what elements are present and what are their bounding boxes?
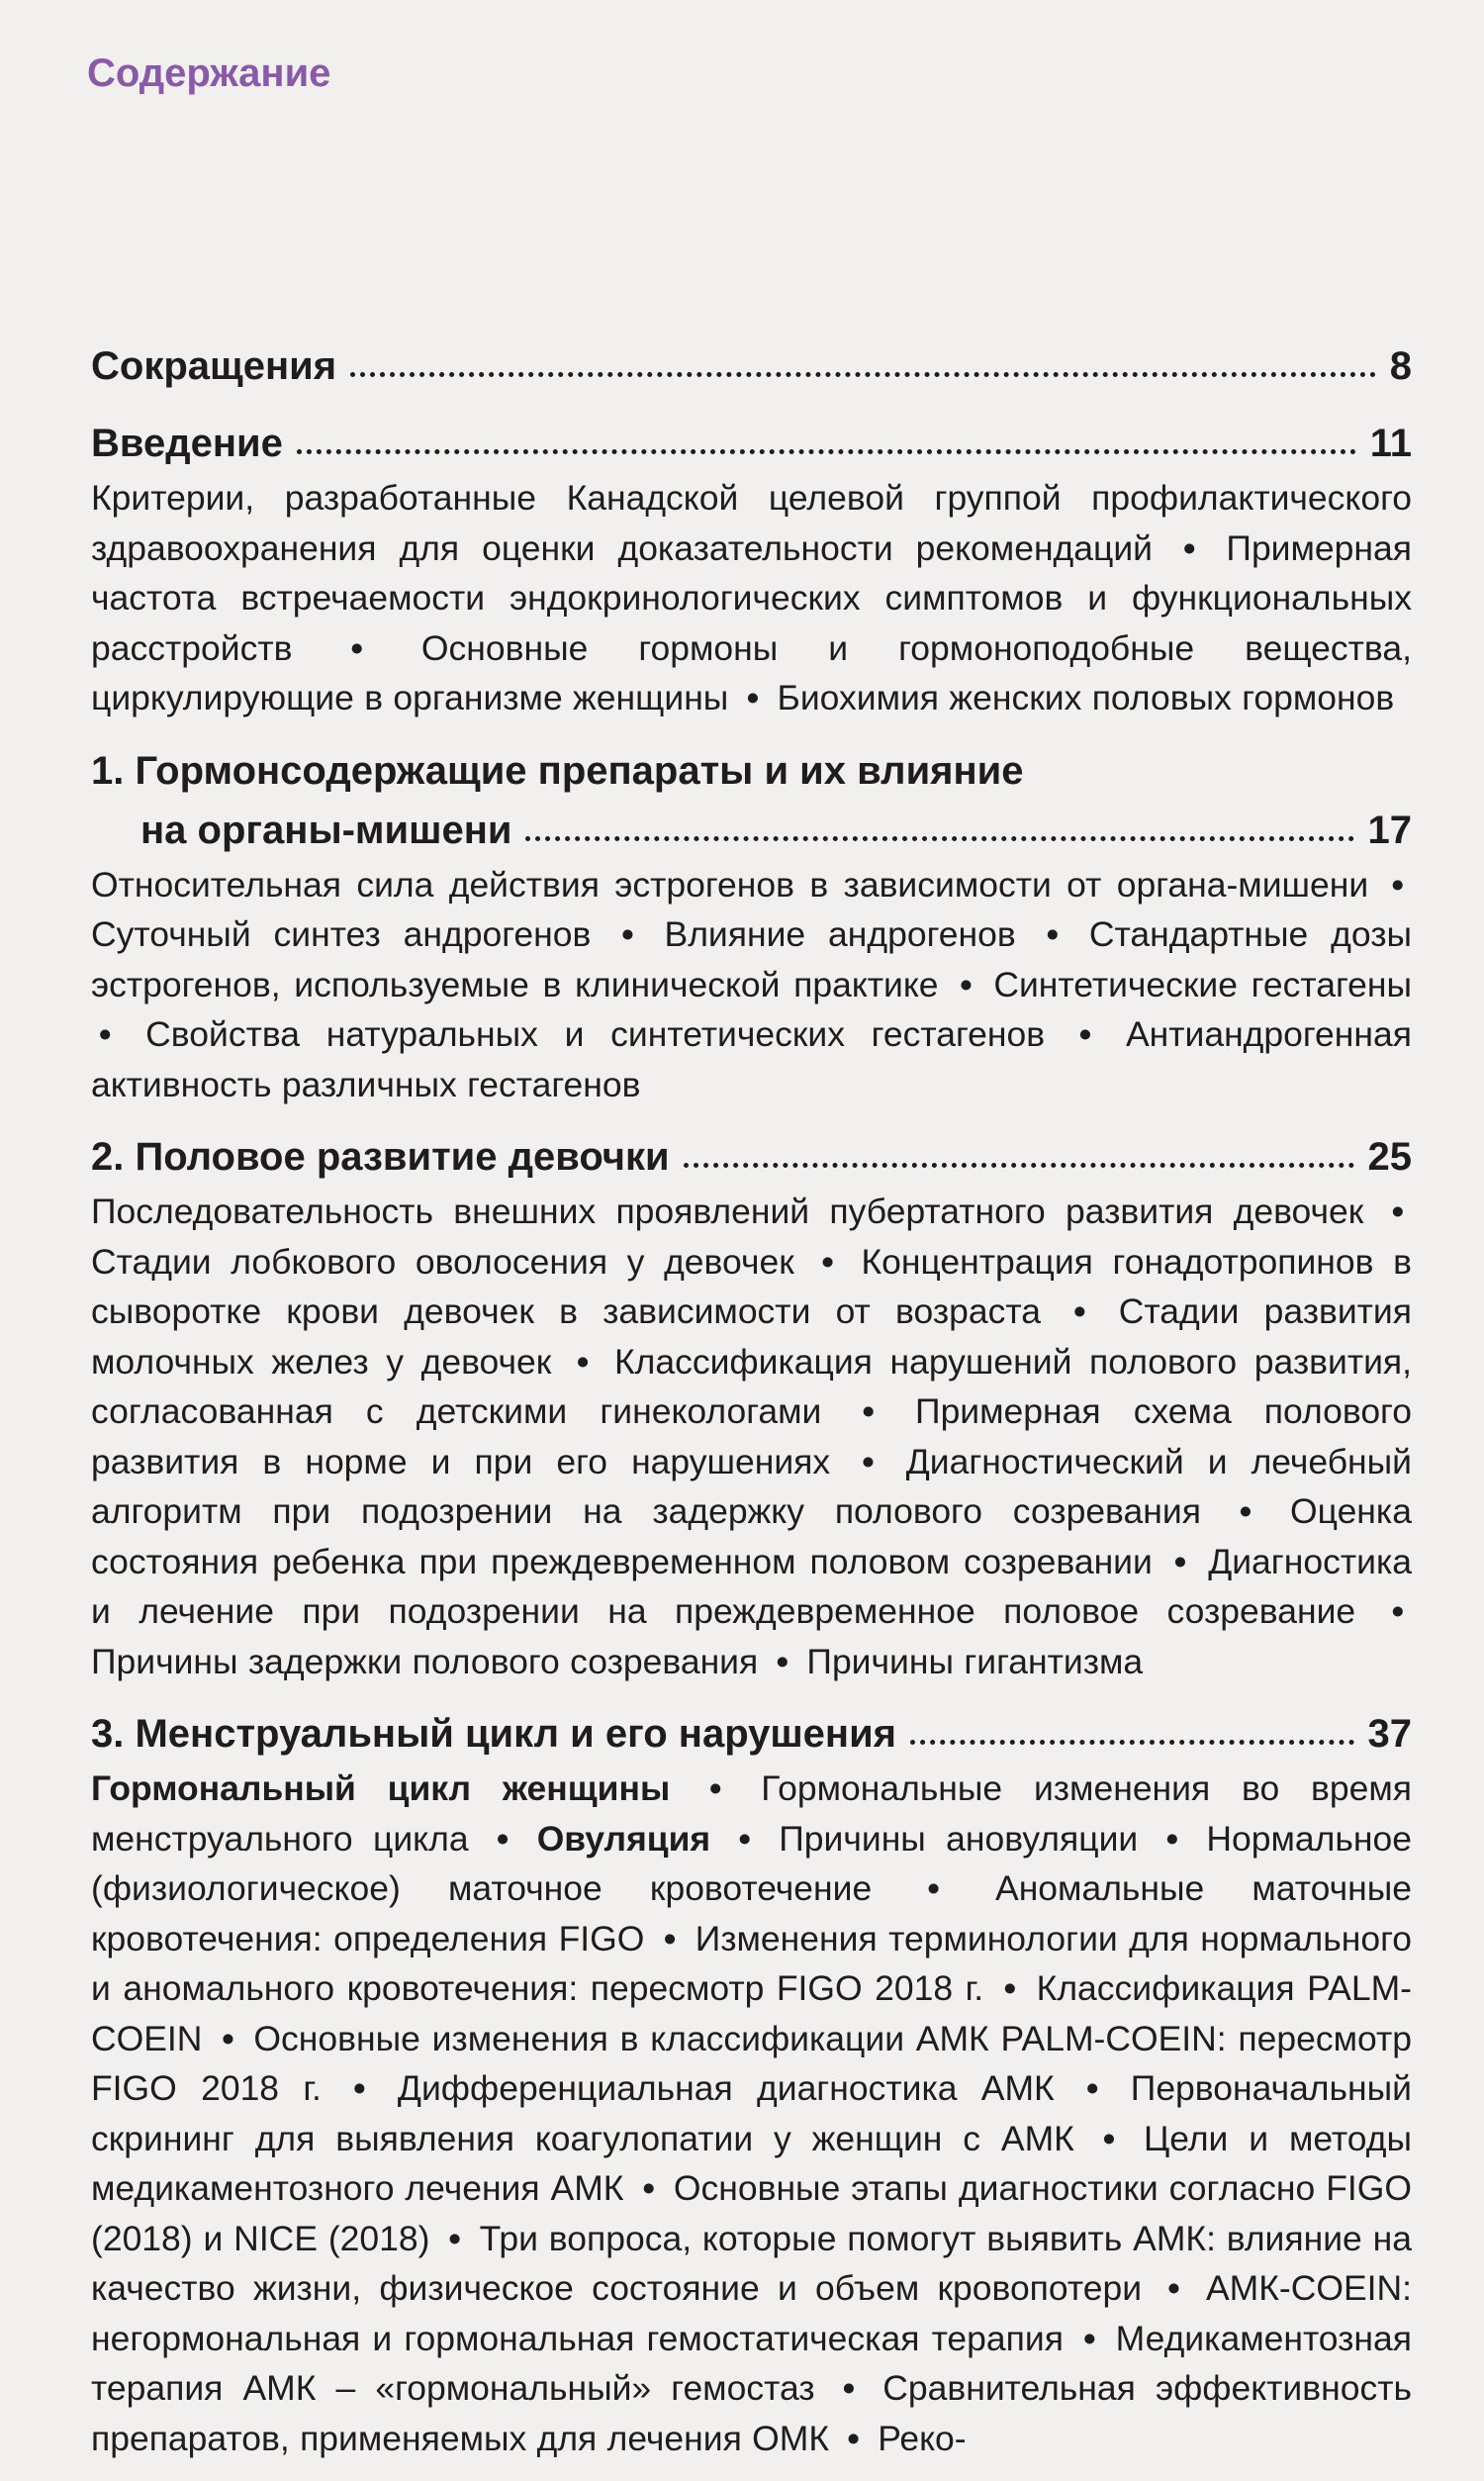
bullet-separator: • <box>1391 1192 1404 1231</box>
bullet-separator: • <box>847 2418 860 2458</box>
bullet-separator: • <box>842 2368 856 2408</box>
contents-item: Антиандрогенная активность различных гестагенов <box>91 1014 1412 1104</box>
toc-entry-heading[interactable] <box>91 1127 1412 1187</box>
bullet-separator: • <box>353 2068 366 2108</box>
chapter-title: Сокращения <box>91 344 337 388</box>
bullet-separator: • <box>1003 1968 1017 2008</box>
page-number: 37 <box>1367 1712 1412 1756</box>
contents-item: Синтетические гестагены <box>993 964 1412 1004</box>
contents-item: Оценка состояния ребенка при преждевременном половом созревании <box>91 1491 1412 1581</box>
contents-item: Суточный синтез андрогенов <box>91 914 592 954</box>
contents-item: Причины задержки полового созревания <box>91 1641 759 1681</box>
page-title: Содержание <box>87 51 331 95</box>
bullet-separator: • <box>1046 914 1060 954</box>
bullet-separator: • <box>746 678 760 717</box>
toc-entry <box>91 1704 1412 2463</box>
dot-leader <box>525 836 1353 841</box>
contents-item: Гормональные изменения во время менструального цикла <box>91 1768 1412 1859</box>
contents-item: АМК-COEIN: негормональная и гормональная гемостатическая терапия <box>91 2268 1413 2358</box>
page-number: 17 <box>1367 808 1412 852</box>
dot-leader <box>350 372 1376 377</box>
bullet-separator: • <box>1173 1541 1187 1581</box>
contents-item: Стандартные дозы эстрогенов, используемые в клинической практике <box>91 914 1412 1004</box>
bullet-separator: • <box>1086 2068 1099 2108</box>
page-number: 25 <box>1367 1135 1412 1179</box>
contents-item: Первоначальный скрининг для выявления коагулопатии у женщин с АМК <box>91 2068 1412 2158</box>
bullet-separator: • <box>927 1868 940 1908</box>
chapter-contents-list <box>91 1764 1412 2463</box>
contents-item: Аномальные маточные кровотечения: определения FIGO <box>91 1868 1412 1958</box>
contents-item: Свойства натуральных и синтетических гестагенов <box>145 1014 1046 1054</box>
chapter-title: Половое развитие девочки <box>135 1135 670 1179</box>
contents-item: Влияние андрогенов <box>664 914 1016 954</box>
contents-item: Биохимия женских половых гормонов <box>777 678 1395 717</box>
chapter-title-line1: Гормонсодержащие препараты и их влияние <box>135 748 1024 793</box>
contents-item: Основные изменения в классификации АМК PALM-COEIN: пересмотр FIGO 2018 г. <box>91 2018 1412 2108</box>
bullet-separator: • <box>1165 1818 1179 1859</box>
bullet-separator: • <box>663 1918 677 1958</box>
chapter-title: Введение <box>91 422 283 465</box>
toc-entry-heading-line1 <box>91 741 1412 801</box>
chapter-title: на органы-мишени <box>140 808 512 852</box>
bullet-separator: • <box>1102 2118 1116 2158</box>
contents-item: Основные гормоны и гормоноподобные вещества, циркулирующие в организме женщины <box>91 627 1412 717</box>
bullet-separator: • <box>99 1014 112 1054</box>
contents-item: Классификация PALM-COEIN <box>91 1968 1412 2058</box>
contents-item: Цели и методы медикаментозного лечения АМК <box>91 2118 1412 2208</box>
bullet-separator: • <box>960 964 973 1004</box>
contents-item: Концентрация гонадотропинов в сыворотке крови девочек в зависимости от возраста <box>91 1241 1412 1331</box>
page-number: 8 <box>1389 344 1412 388</box>
bullet-separator: • <box>642 2168 655 2208</box>
toc-entry-heading[interactable] <box>91 801 1412 860</box>
toc-entry-heading[interactable] <box>91 336 1412 396</box>
bullet-separator: • <box>776 1641 789 1681</box>
page-number: 11 <box>1369 422 1412 465</box>
dot-leader <box>297 449 1356 454</box>
bullet-separator: • <box>222 2018 234 2058</box>
dot-leader <box>910 1740 1353 1745</box>
contents-item: Критерии, разработанные Канадской целевой группой профилактического здравоохранения для оценки доказательности рекомендаций <box>91 478 1412 568</box>
contents-item: Сравнительная эффективность препаратов, применяемых для лечения ОМК <box>91 2368 1412 2458</box>
chapter-contents-list <box>91 1187 1412 1686</box>
bullet-separator: • <box>709 1768 722 1808</box>
toc-entry <box>91 414 1412 723</box>
contents-item: Гормональный цикл женщины <box>91 1768 671 1808</box>
contents-item: Изменения терминологии для нормального и аномального кровотечения: пересмотр FIGO 2018 г. <box>91 1918 1412 2008</box>
toc-entry-heading[interactable] <box>91 1704 1412 1764</box>
bullet-separator: • <box>576 1341 590 1382</box>
contents-item: Овуляция <box>536 1818 711 1859</box>
toc-entry <box>91 1127 1412 1686</box>
chapter-contents-list <box>91 860 1412 1110</box>
toc-entry <box>91 336 1412 396</box>
chapter-contents-list <box>91 473 1412 723</box>
dot-leader <box>684 1163 1354 1168</box>
bullet-separator: • <box>350 627 363 668</box>
contents-item: Диагностика и лечение при подозрении на преждевременное половое созревание <box>91 1541 1412 1631</box>
contents-item: Классификация нарушений полового развития, согласованная с детскими гинекологами <box>91 1341 1412 1431</box>
contents-item: Реко- <box>878 2418 967 2458</box>
contents-item: Примерная схема полового развития в норме и при его нарушениях <box>91 1391 1412 1481</box>
contents-item: Причины ановуляции <box>779 1818 1139 1859</box>
table-of-contents <box>91 336 1412 2481</box>
contents-item: Стадии развития молочных желез у девочек <box>91 1291 1412 1382</box>
contents-item: Нормальное (физиологическое) маточное кровотечение <box>91 1818 1412 1908</box>
chapter-title: Менструальный цикл и его нарушения <box>135 1712 897 1756</box>
bullet-separator: • <box>738 1818 751 1859</box>
contents-item: Относительная сила действия эстрогенов в зависимости от органа-мишени <box>91 864 1369 905</box>
bullet-separator: • <box>862 1441 875 1481</box>
bullet-separator: • <box>1239 1491 1252 1531</box>
chapter-number: 2. <box>91 1135 125 1179</box>
contents-item: Медикаментозная терапия АМК – «гормональный» гемостаз <box>91 2318 1412 2408</box>
bullet-separator: • <box>621 914 634 954</box>
bullet-separator: • <box>1167 2268 1180 2308</box>
toc-entry <box>91 741 1412 1110</box>
contents-item: Стадии лобкового оволосения у девочек <box>91 1241 794 1282</box>
contents-item: Три вопроса, которые помогут выявить АМК: влияние на качество жизни, физическое состояние и объем кровопотери <box>91 2218 1413 2308</box>
contents-item: Основные этапы диагностики согласно FIGO (2018) и NICE (2018) <box>91 2168 1412 2258</box>
bullet-separator: • <box>1183 527 1196 568</box>
bullet-separator: • <box>496 1818 510 1859</box>
toc-entry-heading[interactable] <box>91 414 1412 473</box>
bullet-separator: • <box>1078 1014 1092 1054</box>
chapter-number: 3. <box>91 1712 125 1756</box>
bullet-separator: • <box>1391 864 1404 905</box>
contents-item: Последовательность внешних проявлений пубертатного развития девочек <box>91 1192 1364 1231</box>
chapter-number: 1. <box>91 748 125 793</box>
bullet-separator: • <box>821 1241 834 1282</box>
contents-item: Причины гигантизма <box>806 1641 1144 1681</box>
contents-item: Дифференциальная диагностика АМК <box>397 2068 1055 2108</box>
bullet-separator: • <box>1073 1291 1086 1331</box>
bullet-separator: • <box>448 2218 461 2258</box>
contents-item: Диагностический и лечебный алгоритм при подозрении на задержку полового созревания <box>91 1441 1412 1531</box>
bullet-separator: • <box>1083 2318 1096 2358</box>
contents-item: Примерная частота встречаемости эндокринологических симптомов и функциональных расстройств <box>91 527 1412 668</box>
bullet-separator: • <box>862 1391 875 1431</box>
bullet-separator: • <box>1391 1591 1404 1631</box>
